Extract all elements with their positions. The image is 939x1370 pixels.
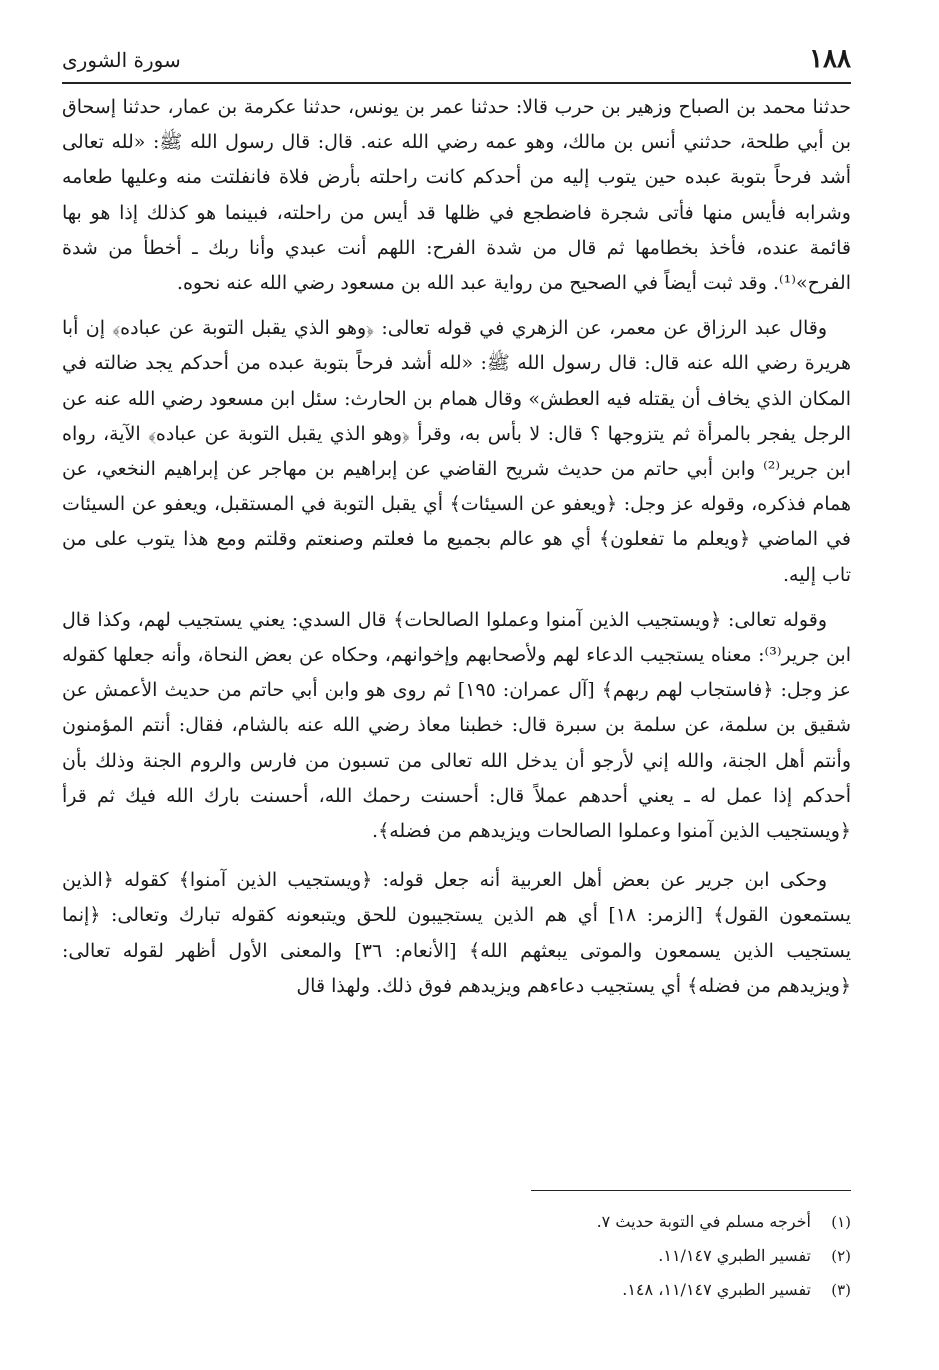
footnote-text: تفسير الطبري ١١/١٤٧، ١٤٨. <box>622 1280 811 1299</box>
footnote-marker: (٢) <box>831 1247 851 1265</box>
footnote-text: تفسير الطبري ١١/١٤٧. <box>658 1246 811 1265</box>
footnote-text: أخرجه مسلم في التوبة حديث ٧. <box>596 1212 811 1231</box>
page-number: ١٨٨ <box>809 44 851 74</box>
paragraph-3: وقوله تعالى: ﴿ويستجيب الذين آمنوا وعملوا الصالحات﴾ قال السدي: يعني يستجيب لهم، وكذا قال ابن جرير⁽³⁾: معناه يستجيب الدعاء لهم ولأصحابهم وإخوانهم، وحكاه عن بعض النحاة، وأنه جعلها كقوله عز وجل: ﴿فاستجاب لهم ربهم﴾ [آل عمران: ١٩٥] ثم روى هو وابن أبي حاتم من حديث الأعمش عن شقيق بن سلمة، عن سلمة بن سبرة قال: خطبنا معاذ رضي الله عنه بالشام، فقال: أنتم المؤمنون وأنتم أهل الجنة، والله إني لأرجو أن يدخل الله تعالى من تسبون من فارس والروم الجنة وذلك بأن أحدكم إذا عمل له ـ يعني أحدهم عملاً قال: أحسنت رحمك الله، أحسنت بارك الله فيك ثم قرأ ﴿ويستجيب الذين آمنوا وعملوا الصالحات ويزيدهم من فضله﴾. <box>62 608 852 843</box>
footnote-1 <box>62 1205 851 1239</box>
paragraph-1: حدثنا محمد بن الصباح وزهير بن حرب قالا: حدثنا عمر بن يونس، حدثنا عكرمة بن عمار، حدثنا إسحاق بن أبي طلحة، حدثني أنس بن مالك، وهو عمه رضي الله عنه. قال: قال رسول الله ﷺ: «لله تعالى أشد فرحاً بتوبة عبده حين يتوب إليه من أحدكم كانت راحلته بأرض فلاة فانفلتت منه وعليها طعامه وشرابه فأيس منها فأتى شجرة فاضطجع في ظلها قد أيس من راحلته، فبينما هو كذلك إذا هو بها قائمة عنده، فأخذ بخطامها ثم قال من شدة الفرح: اللهم أنت عبدي وأنا ربك ـ أخطأ من شدة الفرح»⁽¹⁾. وقد ثبت أيضاً في الصحيح من رواية عبد الله بن مسعود رضي الله عنه نحوه. <box>62 96 851 295</box>
footnote-rule <box>531 1190 851 1191</box>
page-header <box>62 40 851 80</box>
running-title: سورة الشورى <box>62 48 181 72</box>
footnote-marker: (٣) <box>831 1281 851 1299</box>
footnote-marker: (١) <box>831 1213 851 1231</box>
footnote-2 <box>62 1239 851 1273</box>
header-rule <box>62 82 851 84</box>
footnote-3 <box>62 1273 851 1307</box>
paragraph-2: وقال عبد الرزاق عن معمر، عن الزهري في قوله تعالى: ﴿وهو الذي يقبل التوبة عن عباده﴾ إن أبا هريرة رضي الله عنه قال: قال رسول الله ﷺ: «لله أشد فرحاً بتوبة عبده من أحدكم يجد ضالته في المكان الذي يخاف أن يقتله فيه العطش» وقال همام بن الحارث: سئل ابن مسعود رضي الله عنه عن الرجل يفجر بالمرأة ثم يتزوجها ؟ قال: لا بأس به، وقرأ ﴿وهو الذي يقبل التوبة عن عباده﴾ الآية، رواه ابن جرير⁽²⁾ وابن أبي حاتم من حديث شريح القاضي عن إبراهيم بن مهاجر عن إبراهيم النخعي، عن همام فذكره، وقوله عز وجل: ﴿ويعفو عن السيئات﴾ أي يقبل التوبة في المستقبل، ويعفو عن السيئات في الماضي ﴿ويعلم ما تفعلون﴾ أي هو عالم بجميع ما فعلتم وصنعتم وقلتم ومع هذا يتوب على من تاب إليه. <box>62 317 851 586</box>
paragraph-4: وحكى ابن جرير عن بعض أهل العربية أنه جعل قوله: ﴿ويستجيب الذين آمنوا﴾ كقوله ﴿الذين يستمعون القول﴾ [الزمر: ١٨] أي هم الذين يستجيبون للحق ويتبعونه كقوله تبارك وتعالى: ﴿إنما يستجيب الذين يسمعون والموتى يبعثهم الله﴾ [الأنعام: ٣٦] والمعنى الأول أظهر لقوله تعالى: ﴿ويزيدهم من فضله﴾ أي يستجيب دعاءهم ويزيدهم فوق ذلك. ولهذا قال <box>62 869 851 997</box>
main-text <box>62 90 851 1004</box>
footnotes <box>62 1205 851 1307</box>
